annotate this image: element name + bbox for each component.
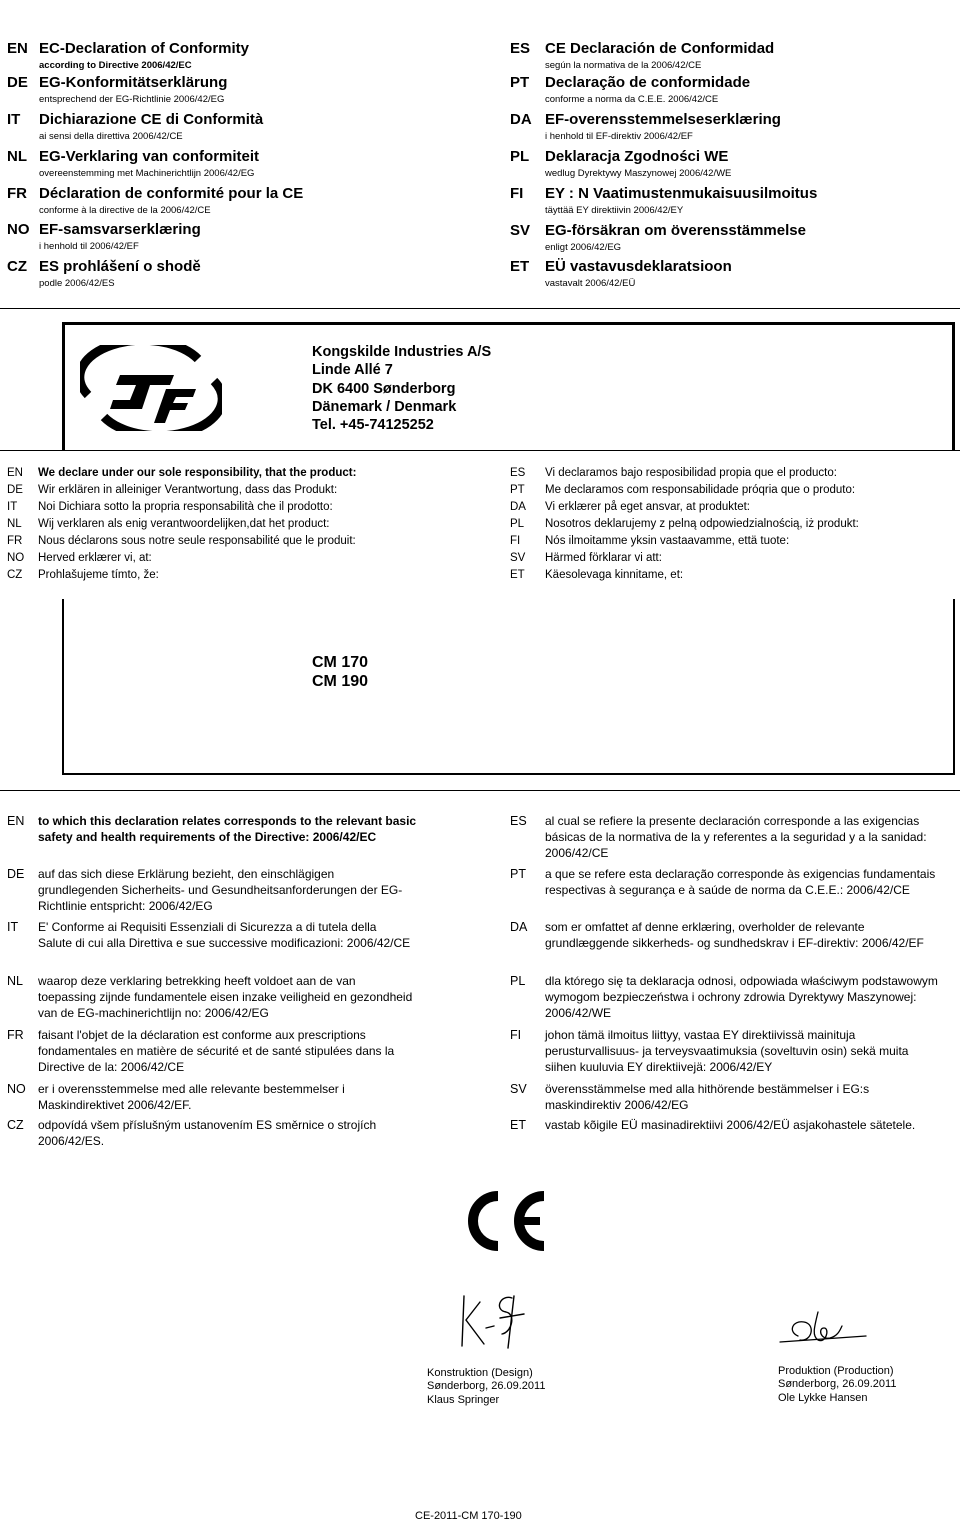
directive-line: auf das sich diese Erklärung bezieht, den einschlägigen — [38, 867, 335, 881]
declaration-subtitle: vastavalt 2006/42/EÜ — [545, 278, 636, 289]
language-code: ES — [510, 467, 526, 479]
language-code: ET — [510, 569, 525, 581]
language-code: ET — [510, 258, 530, 275]
signature-block-right — [778, 1365, 896, 1405]
language-code: FR — [7, 185, 27, 202]
declare-text: Vi declaramos bajo resposibilidad propia que el producto: — [545, 467, 837, 479]
language-code: SV — [510, 222, 531, 239]
directive-line: Richtlinie entspricht: 2006/42/EG — [38, 898, 213, 913]
declaration-subtitle: podle 2006/42/ES — [39, 278, 115, 289]
declaration-subtitle: overeenstemming met Machinerichtlijn 2006/42/EG — [39, 168, 255, 179]
declare-text: Wir erklären in alleiniger Verantwortung, dass das Produkt: — [38, 484, 338, 496]
company-name: Kongskilde Industries A/S — [312, 344, 492, 360]
language-code: FI — [510, 185, 524, 202]
declaration-title: EG-Verklaring van conformiteit — [39, 148, 260, 165]
signatory-role: Konstruktion (Design) — [427, 1367, 533, 1379]
directive-line: Maskindirektivet 2006/42/EF. — [38, 1097, 192, 1112]
declaration-subtitle: enligt 2006/42/EG — [545, 242, 622, 253]
directive-line: E' Conforme ai Requisiti Essenziali di Sicurezza a di tutela della — [38, 920, 377, 934]
declaration-subtitle: ai sensi della direttiva 2006/42/CE — [39, 131, 183, 142]
declaration-title: ES prohlášení o shodě — [39, 258, 201, 275]
language-code: FI — [510, 1028, 522, 1042]
language-code: PL — [510, 974, 526, 988]
language-code: FR — [7, 535, 23, 547]
directive-line: grundlegenden Sicherheits- und Gesundheitsanforderungen der EG- — [38, 882, 403, 897]
language-code: IT — [7, 111, 21, 128]
directive-line: 2006/42/CE — [545, 845, 609, 860]
declare-text: Nós ilmoitamme yksin vastaavamme, että tuote: — [545, 535, 790, 547]
declare-text: Me declaramos com responsabilidade próqria que o produto: — [545, 484, 856, 496]
declare-text: Käesolevaga kinnitame, et: — [545, 569, 684, 581]
declaration-subtitle: según la normativa de la 2006/42/CE — [545, 60, 702, 71]
signatory-place-date: Sønderborg, 26.09.2011 — [778, 1378, 897, 1391]
declaration-title: EÜ vastavusdeklaratsioon — [545, 258, 732, 275]
declare-text: Vi erklærer på eget ansvar, at produktet: — [545, 501, 750, 513]
declaration-title: EF-overensstemmelseserklæring — [545, 111, 781, 128]
declaration-title: EG-försäkran om överensstämmelse — [545, 222, 806, 239]
signatory-role: Produktion (Production) — [778, 1365, 894, 1377]
language-code: DA — [510, 501, 526, 513]
language-code: IT — [7, 501, 18, 513]
language-code: DE — [7, 74, 28, 91]
directive-line: odpovídá všem příslušným ustanovením ES směrnice o strojích — [38, 1118, 377, 1132]
directive-line: faisant l'objet de la déclaration est conforme aux prescriptions — [38, 1028, 366, 1042]
language-code: NL — [7, 518, 22, 530]
declare-text: Prohlašujeme tímto, že: — [38, 569, 159, 581]
directive-line: al cual se refiere la presente declaración corresponde a las exigencias — [545, 814, 920, 828]
declare-text: We declare under our sole responsibility, that the product: — [38, 467, 357, 479]
language-code: DE — [7, 867, 25, 881]
language-code: SV — [510, 552, 526, 564]
declaration-title: EF-samsvarserklæring — [39, 221, 201, 238]
declaration-subtitle: i henhold til EF-direktiv 2006/42/EF — [545, 131, 693, 142]
directive-line: a que se refere esta declaração corresponde às exigencias fundamentais — [545, 867, 936, 881]
language-code: FR — [7, 1028, 24, 1042]
company-divider — [0, 450, 960, 451]
directive-line: grundlæggende sikkerheds- og sundhedskrav i EF-direktiv: 2006/42/EF — [545, 935, 924, 950]
declaration-subtitle: i henhold til 2006/42/EF — [39, 241, 139, 252]
models-divider — [0, 790, 960, 791]
model-name: CM 190 — [312, 673, 369, 690]
declaration-title: Declaração de conformidade — [545, 74, 751, 91]
language-code: DA — [510, 920, 528, 934]
language-code: EN — [7, 814, 25, 828]
declaration-subtitle: täyttää EY direktiivin 2006/42/EY — [545, 205, 684, 216]
language-code: NL — [7, 974, 23, 988]
language-code: NL — [7, 148, 27, 165]
directive-line: wymogom bezpieczeństwa i ochrony zdrowia Dyrektywy Maszynowej: — [545, 989, 917, 1004]
declare-text: Nous déclarons sous notre seule responsabilité que le produit: — [38, 535, 356, 547]
directive-line: safety and health requirements of the Directive: 2006/42/EC — [38, 829, 377, 844]
directive-line: respectivas à segurança e à saúde de norma da C.E.E.: 2006/42/CE — [545, 882, 910, 897]
ce-mark-text: CE — [458, 1190, 460, 1191]
language-code: DA — [510, 111, 532, 128]
declaration-title: CE Declaración de Conformidad — [545, 40, 775, 57]
declaration-subtitle: entsprechend der EG-Richtlinie 2006/42/EG — [39, 94, 225, 105]
directive-line: waarop deze verklaring betrekking heeft voldoet aan de van — [38, 974, 356, 988]
directive-line: som er omfattet af denne erklæring, overholder de relevante — [545, 920, 865, 934]
directive-line: to which this declaration relates corresponds to the relevant basic — [38, 814, 417, 828]
directive-line: Salute di cui alla Direttiva e sue successive modificazioni: 2006/42/CE — [38, 935, 411, 950]
directive-line: johon tämä ilmoitus liittyy, vastaa EY direktiivissä mainituja — [545, 1028, 856, 1042]
signatory-place-date: Sønderborg, 26.09.2011 — [427, 1380, 546, 1393]
declaration-subtitle: conforme à la directive de la 2006/42/CE — [39, 205, 211, 216]
product-models — [312, 653, 368, 691]
signature-block-left — [427, 1367, 545, 1407]
directive-line: dla którego się ta deklaracja odnosi, odpowiada właściwym podstawowym — [545, 974, 938, 988]
declare-text: Noi Dichiara sotto la propria responsabilità che il prodotto: — [38, 501, 333, 513]
language-code: PL — [510, 518, 525, 530]
header-divider — [0, 308, 960, 309]
declare-text: Wij verklaren als enig verantwoordelijken,dat het product: — [38, 518, 330, 530]
declaration-title: EC-Declaration of Conformity — [39, 40, 250, 57]
language-code: CZ — [7, 569, 23, 581]
directive-line: perusturvallisuus- ja terveysvaatimuksia (soveltuvin osin) sekä muita — [545, 1043, 909, 1058]
language-code: PT — [510, 74, 530, 91]
language-code: IT — [7, 920, 19, 934]
signatory-name: Klaus Springer — [427, 1393, 500, 1406]
company-address — [312, 343, 491, 434]
language-code: NO — [7, 221, 30, 238]
directive-line: överensstämmelse med alla hithörende bestämmelser i EG:s — [545, 1082, 870, 1096]
company-logo — [80, 345, 222, 431]
declare-text: Härmed förklarar vi att: — [545, 552, 662, 564]
signature-right — [778, 1306, 868, 1354]
declaration-title: Deklaracja Zgodności WE — [545, 148, 729, 165]
directive-line: Directive de la: 2006/42/CE — [38, 1059, 185, 1074]
language-code: NO — [7, 1082, 26, 1096]
declare-text: Herved erklærer vi, at: — [38, 552, 152, 564]
declaration-subtitle: according to Directive 2006/42/EC — [39, 60, 192, 71]
declaration-title: Déclaration de conformité pour la CE — [39, 185, 304, 202]
language-code: SV — [510, 1082, 527, 1096]
language-code: FI — [510, 535, 521, 547]
directive-line: er i overensstemmelse med alle relevante bestemmelser i — [38, 1082, 345, 1096]
company-phone: Tel. +45-74125252 — [312, 417, 434, 434]
directive-line: 2006/42/WE — [545, 1005, 612, 1020]
language-code: NO — [7, 552, 25, 564]
directive-line: vastab kõigile EÜ masinadirektiivi 2006/42/EÜ asjakohastele sätetele. — [545, 1118, 916, 1132]
directive-line: 2006/42/ES. — [38, 1133, 105, 1148]
declaration-title: Dichiarazione CE di Conformità — [39, 111, 264, 128]
company-country: Dänemark / Denmark — [312, 398, 457, 415]
language-code: ES — [510, 40, 531, 57]
language-code: ET — [510, 1118, 526, 1132]
directive-line: van de EG-machinerichtlijn no: 2006/42/EG — [38, 1005, 269, 1020]
language-code: EN — [7, 467, 23, 479]
language-code: ES — [510, 814, 527, 828]
model-name: CM 170 — [312, 654, 369, 671]
declaration-title: EY : N Vaatimustenmukaisuusilmoitus — [545, 185, 818, 202]
signature-left — [450, 1288, 530, 1354]
company-city: DK 6400 Sønderborg — [312, 380, 456, 397]
language-code: PL — [510, 148, 530, 165]
language-code: EN — [7, 40, 28, 57]
language-code: PT — [510, 867, 526, 881]
directive-line: fondamentales en matière de sécurité et de santé stipulées dans la — [38, 1043, 395, 1058]
declaration-subtitle: conforme a norma da C.E.E. 2006/42/CE — [545, 94, 719, 105]
language-code: CZ — [7, 258, 27, 275]
declaration-title: EG-Konformitätserklärung — [39, 74, 228, 91]
directive-line: siihen kuuluvia EY direktiivejä: 2006/42/EY — [545, 1059, 773, 1074]
directive-line: toepassing zijnde fundamentele eisen inzake veiligheid en gezondheid — [38, 989, 413, 1004]
signatory-name: Ole Lykke Hansen — [778, 1391, 868, 1404]
directive-line: maskindirektiv 2006/42/EG — [545, 1097, 689, 1112]
product-box — [62, 599, 955, 775]
language-code: PT — [510, 484, 525, 496]
declaration-subtitle: wedlug Dyrektywy Maszynowej 2006/42/WE — [545, 168, 732, 179]
logo-text: JF — [80, 345, 82, 346]
declare-text: Nosotros deklarujemy z pelną odpowiedzialnością, iż produkt: — [545, 518, 859, 530]
language-code: CZ — [7, 1118, 24, 1132]
company-street: Linde Allé 7 — [312, 362, 393, 379]
document-id: CE-2011-CM 170-190 — [415, 1510, 522, 1522]
ce-mark-icon — [458, 1190, 550, 1252]
language-code: DE — [7, 484, 23, 496]
directive-line: básicas de la normativa de la y referentes a la seguridad y a la sanidad: — [545, 829, 927, 844]
